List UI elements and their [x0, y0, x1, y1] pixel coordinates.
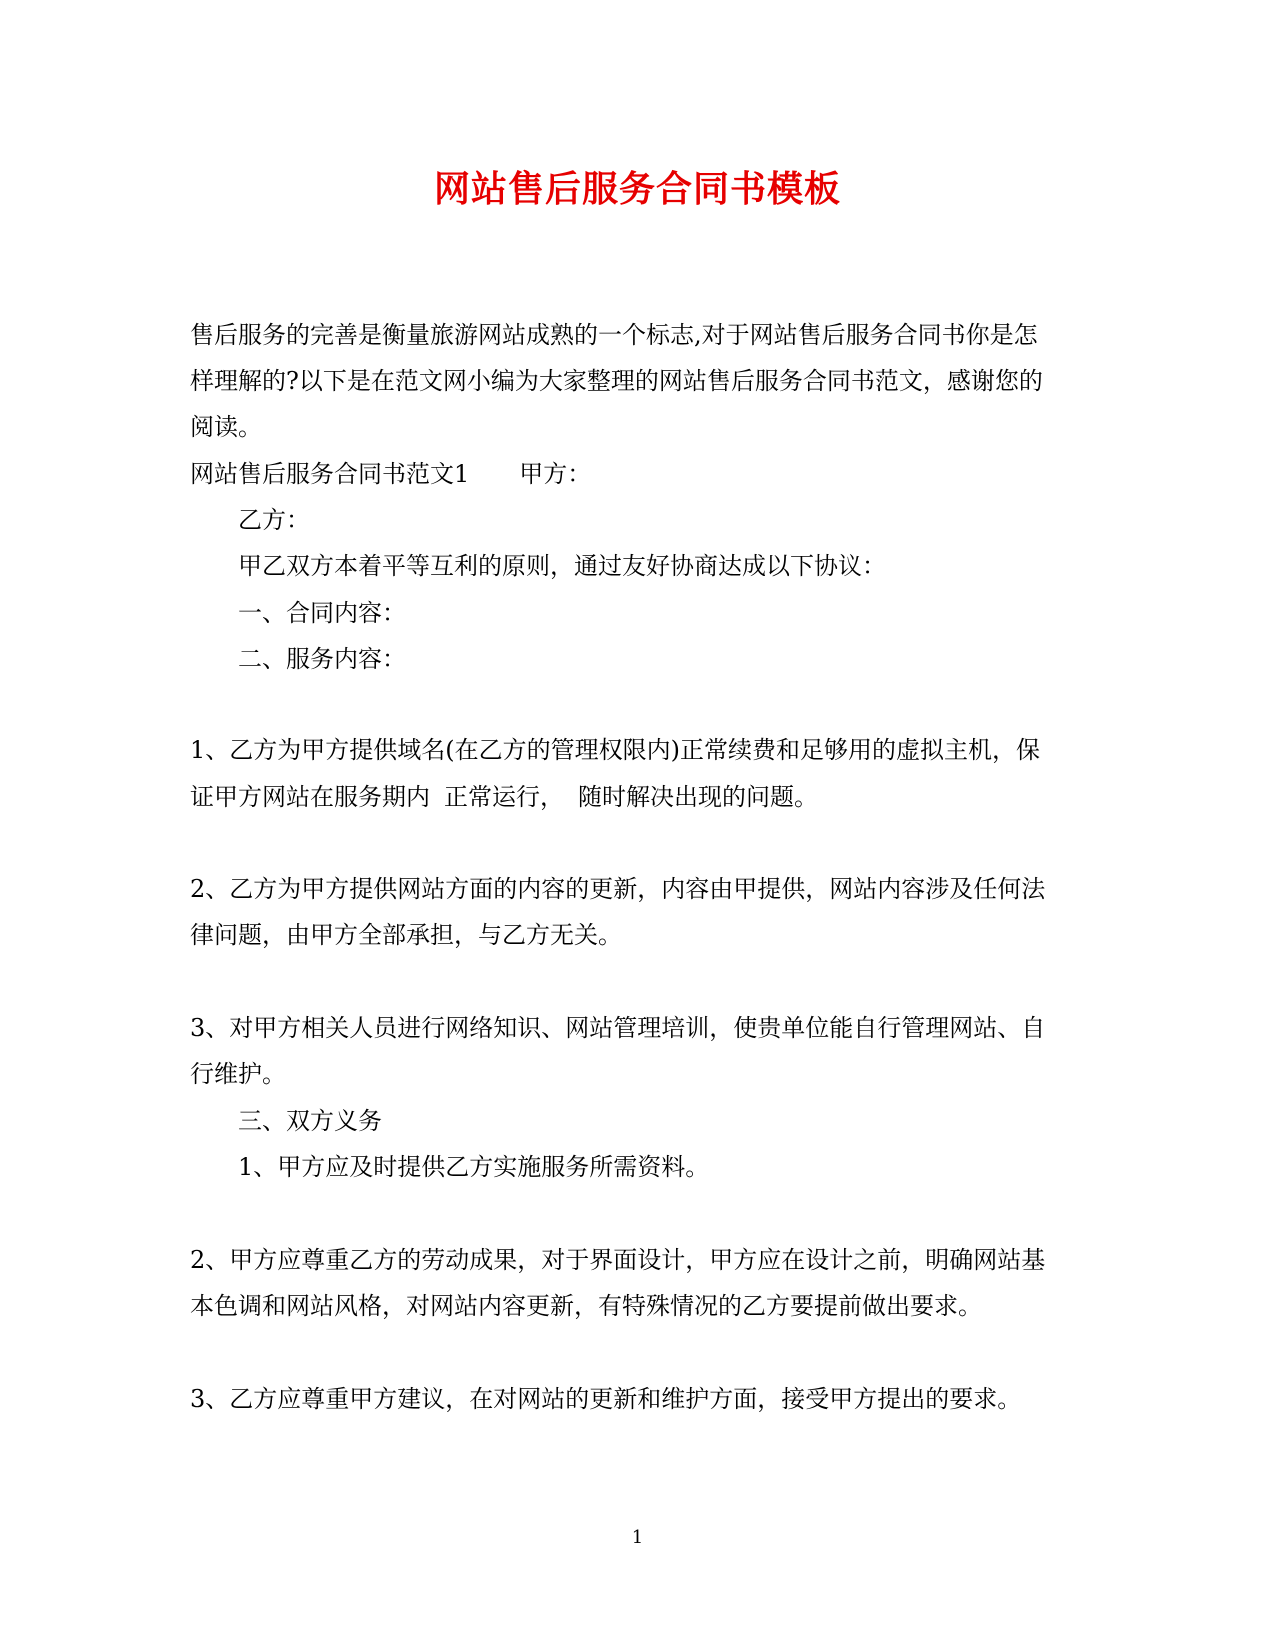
intro-line-3: 阅读。 [190, 413, 262, 441]
item-3-line-1: 3、对甲方相关人员进行网络知识、网站管理培训，使贵单位能自行管理网站、自 [190, 1014, 1046, 1042]
agreement-statement: 甲乙双方本着平等互利的原则，通过友好协商达成以下协议： [238, 552, 886, 580]
duty-1: 1、甲方应及时提供乙方实施服务所需资料。 [238, 1153, 710, 1181]
intro-line-2: 样理解的?以下是在范文网小编为大家整理的网站售后服务合同书范文，感谢您的 [190, 367, 1043, 395]
section-obligations: 三、双方义务 [238, 1107, 382, 1135]
party-b-label: 乙方： [238, 506, 310, 534]
section-service-content: 二、服务内容： [238, 645, 406, 673]
sample-heading: 网站售后服务合同书范文1 [190, 460, 470, 488]
duty-3: 3、乙方应尊重甲方建议，在对网站的更新和维护方面，接受甲方提出的要求。 [190, 1385, 1022, 1413]
duty-2-line-1: 2、甲方应尊重乙方的劳动成果，对于界面设计，甲方应在设计之前，明确网站基 [190, 1246, 1046, 1274]
item-1-part-a: 证甲方网站在服务期内 [190, 783, 430, 811]
intro-line-1: 售后服务的完善是衡量旅游网站成熟的一个标志,对于网站售后服务合同书你是怎 [190, 321, 1038, 349]
item-1-line-2 [190, 773, 1080, 821]
item-2-line-1: 2、乙方为甲方提供网站方面的内容的更新，内容由甲提供，网站内容涉及任何法 [190, 875, 1046, 903]
item-2-line-2: 律问题，由甲方全部承担，与乙方无关。 [190, 921, 622, 949]
item-1-part-b: 正常运行， [444, 783, 564, 811]
item-1-part-c: 随时解决出现的问题。 [578, 783, 818, 811]
duty-2-line-2: 本色调和网站风格，对网站内容更新，有特殊情况的乙方要提前做出要求。 [190, 1292, 982, 1320]
item-3-line-2: 行维护。 [190, 1060, 286, 1088]
party-a-label: 甲方： [519, 460, 592, 488]
sample-heading-line [190, 450, 1080, 498]
item-1-line-1: 1、乙方为甲方提供域名(在乙方的管理权限内)正常续费和足够用的虚拟主机，保 [190, 736, 1040, 764]
section-contract-content: 一、合同内容： [238, 599, 406, 627]
page-number: 1 [631, 1527, 644, 1548]
document-title: 网站售后服务合同书模板 [433, 168, 841, 210]
